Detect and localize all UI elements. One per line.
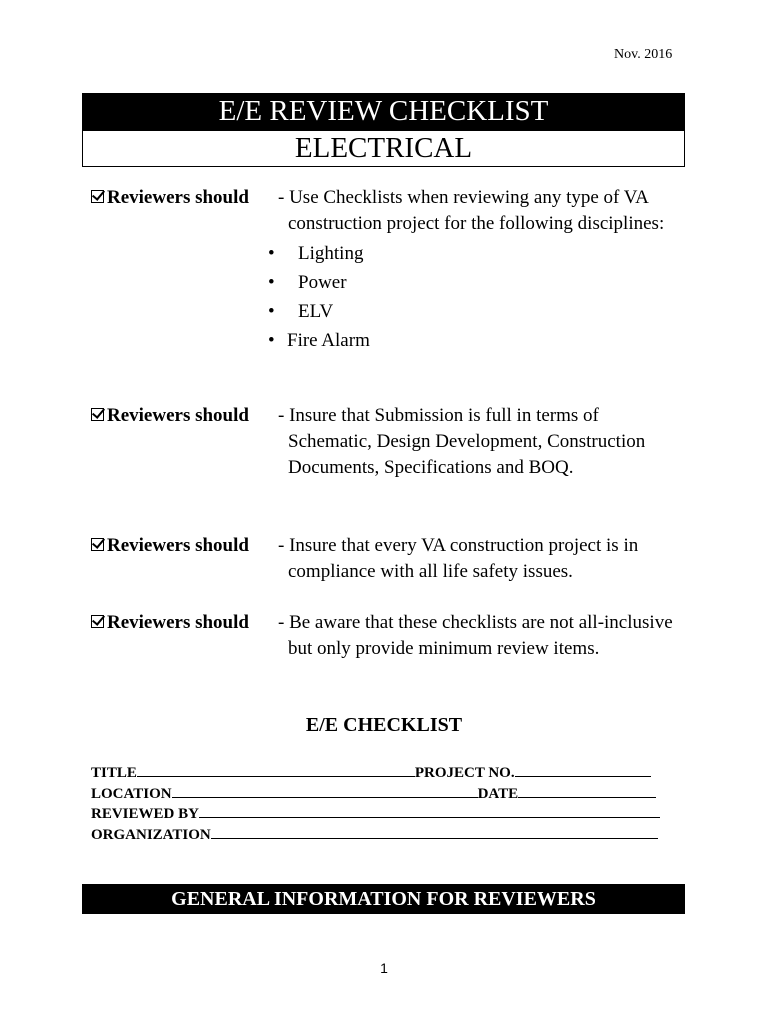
review-item-who: Reviewers should xyxy=(107,187,249,208)
review-item-who: Reviewers should xyxy=(107,405,249,426)
checked-box-icon xyxy=(91,190,104,203)
bullet-icon: • xyxy=(268,243,275,264)
review-item-who: Reviewers should xyxy=(107,535,249,556)
checked-box-icon xyxy=(91,615,104,628)
review-item-description: - Be aware that these checklists are not all-inclusive but only provide minimum review items. xyxy=(278,612,673,659)
section-heading: GENERAL INFORMATION FOR REVIEWERS xyxy=(82,884,685,914)
reviewed-by-field[interactable] xyxy=(199,803,660,818)
project-no-label: PROJECT NO. xyxy=(414,765,515,781)
checklist-heading: E/E CHECKLIST xyxy=(305,714,463,736)
review-item-text xyxy=(268,185,683,355)
review-item-description: - Insure that every VA construction project is in compliance with all life safety issues. xyxy=(278,535,639,582)
bullet-icon: • xyxy=(268,330,275,351)
discipline-label: Power xyxy=(298,272,347,293)
organization-label: ORGANIZATION xyxy=(91,827,211,843)
form-row-reviewed-by xyxy=(91,803,681,824)
review-item-lead xyxy=(91,533,249,559)
review-item-lead xyxy=(91,610,249,636)
reviewed-by-label: REVIEWED BY xyxy=(91,806,199,822)
discipline-label: Fire Alarm xyxy=(287,330,370,351)
document-subtitle: ELECTRICAL xyxy=(82,130,685,167)
page-number: 1 xyxy=(380,960,388,976)
review-item-lead xyxy=(91,185,249,211)
form-row-location xyxy=(91,783,681,804)
review-item-lead xyxy=(91,403,249,429)
discipline-label: ELV xyxy=(298,301,334,322)
list-item xyxy=(268,297,683,326)
project-no-field[interactable] xyxy=(515,762,651,777)
form-row-title xyxy=(91,762,681,783)
discipline-label: Lighting xyxy=(298,243,364,264)
document-title: E/E REVIEW CHECKLIST xyxy=(82,93,685,130)
location-label: LOCATION xyxy=(91,786,172,802)
document-date: Nov. 2016 xyxy=(614,47,673,62)
date-label: DATE xyxy=(477,786,519,802)
review-item-description: - Insure that Submission is full in terms of Schematic, Design Development, Construction Documents, Specifications and BOQ. xyxy=(278,405,646,478)
review-item-description: - Use Checklists when reviewing any type of VA construction project for the following disciplines: xyxy=(278,187,665,234)
title-label: TITLE xyxy=(91,765,137,781)
organization-field[interactable] xyxy=(211,824,658,839)
checked-box-icon xyxy=(91,538,104,551)
bullet-icon: • xyxy=(268,272,275,293)
location-field[interactable] xyxy=(172,783,478,798)
list-item xyxy=(268,268,683,297)
list-item xyxy=(268,239,683,268)
list-item xyxy=(268,326,683,355)
discipline-list xyxy=(268,239,683,355)
bullet-icon: • xyxy=(268,301,275,322)
date-field[interactable] xyxy=(518,783,656,798)
title-field[interactable] xyxy=(137,762,415,777)
form-row-organization xyxy=(91,824,681,845)
review-item-who: Reviewers should xyxy=(107,612,249,633)
checked-box-icon xyxy=(91,408,104,421)
